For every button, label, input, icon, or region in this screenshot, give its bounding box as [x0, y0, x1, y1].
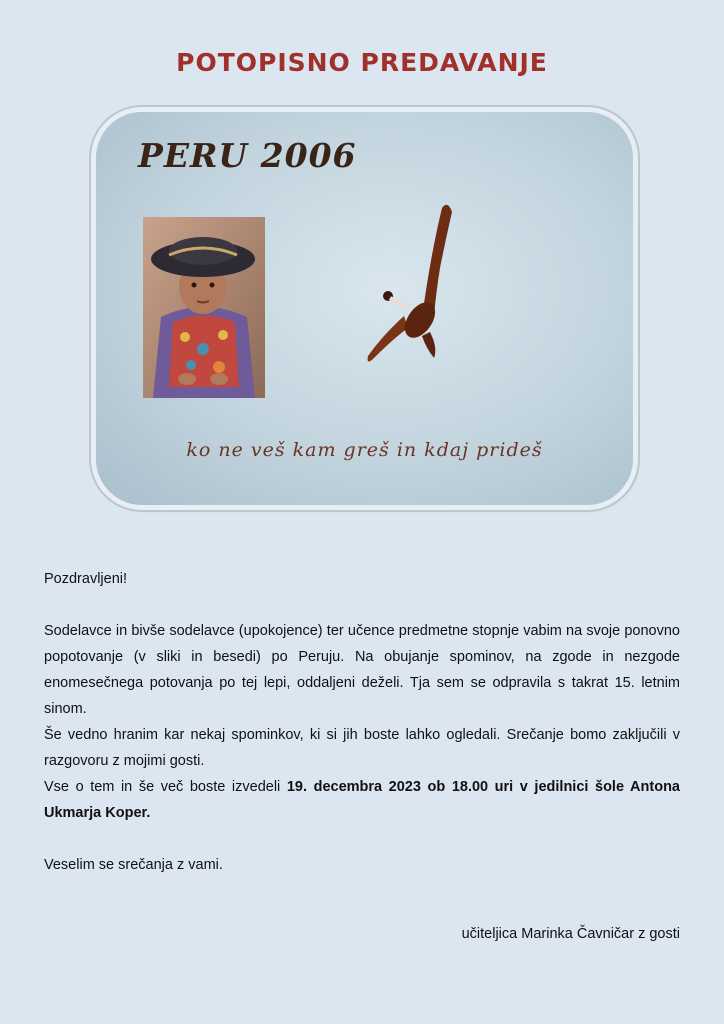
- event-date-location: 19. decembra 2023 ob 18.00 uri v jedilnici šole Antona Ukmarja Koper.: [44, 779, 680, 821]
- signature: učiteljica Marinka Čavničar z gosti: [461, 926, 680, 942]
- poster-title: PERU 2006: [138, 136, 357, 175]
- child-photo: [143, 217, 265, 398]
- paragraph-details: [44, 774, 680, 826]
- poster-card: [96, 112, 633, 505]
- closing: Veselim se srečanja z vami.: [44, 857, 223, 873]
- paragraph-souvenirs: Še vedno hranim kar nekaj spominkov, ki si jih boste lahko ogledali. Srečanje bomo zaključili v razgovoru z mojimi gosti.: [44, 727, 680, 769]
- details-lead: Vse o tem in še več boste izvedeli: [44, 779, 287, 795]
- page-title: POTOPISNO PREDAVANJE: [176, 48, 548, 77]
- letter-body: [44, 566, 680, 878]
- greeting: Pozdravljeni!: [44, 571, 128, 587]
- paragraph-invitation: Sodelavce in bivše sodelavce (upokojence) ter učence predmetne stopnje vabim na svoje ponovno popotovanje (v sliki in besedi) po Peruju. Na obujanje spominov, na zgode in nezgode enomesečnega potovanja po tej lepi, oddaljeni deželi. Tja sem se odpravila s takrat 15. letnim sinom.: [44, 623, 680, 717]
- poster-motto: ko ne veš kam greš in kdaj prideš: [186, 439, 543, 461]
- condor-bird: [364, 198, 454, 366]
